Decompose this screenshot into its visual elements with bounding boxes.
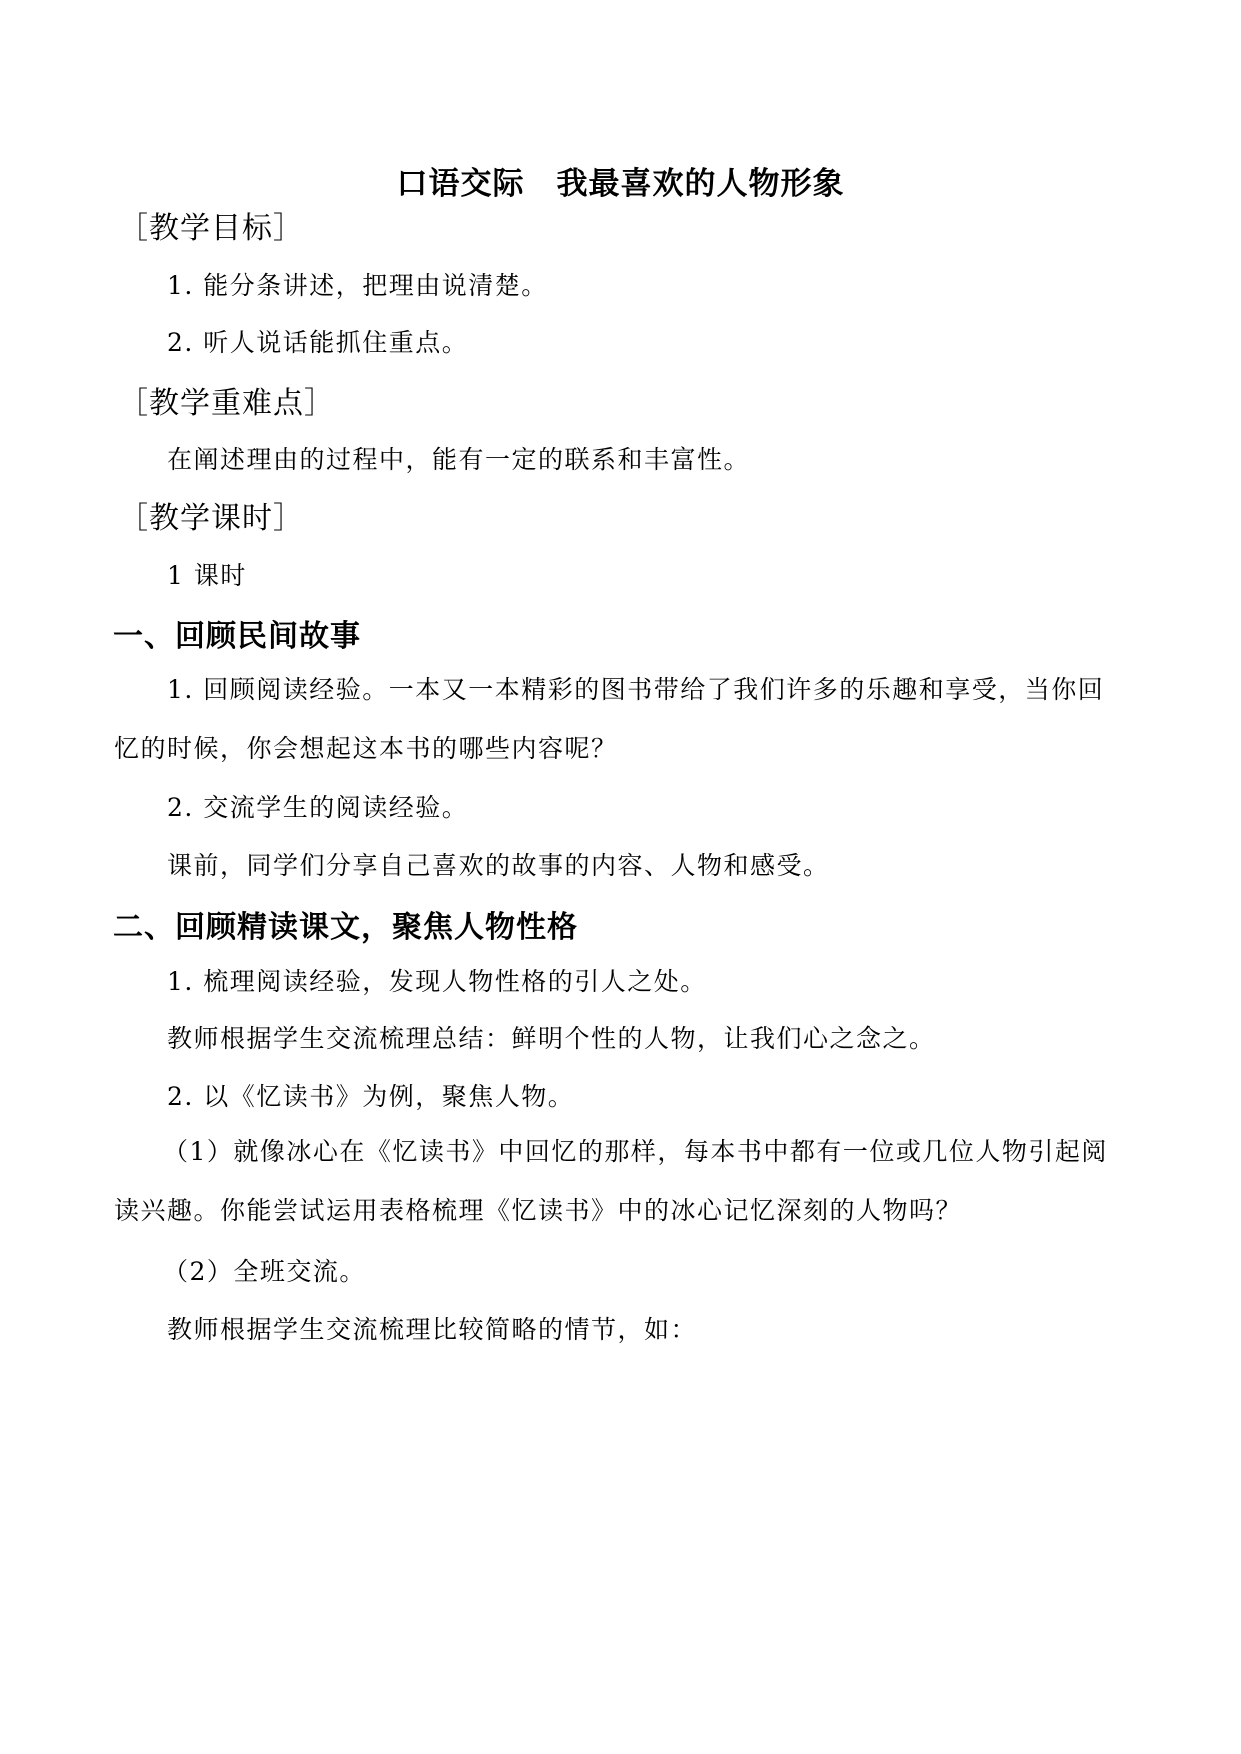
lesson-hours-heading: ［教学课时］ [118, 501, 304, 536]
section-1-paragraph-2: 2. 交流学生的阅读经验。 [167, 793, 469, 822]
objective-item-2: 2. 听人说话能抓住重点。 [167, 328, 469, 357]
lesson-hours-text: 1 课时 [167, 561, 247, 590]
section-2-paragraph-2: 教师根据学生交流梳理总结：鲜明个性的人物，让我们心之念之。 [167, 1024, 936, 1053]
section-1-paragraph-1: 1. 回顾阅读经验。一本又一本精彩的图书带给了我们许多的乐趣和享受，当你回忆的时候，你会想起这本书的哪些内容呢？ [114, 675, 1105, 763]
document-title: 口语交际 我最喜欢的人物形象 [396, 166, 845, 202]
section-2-paragraph-5: （2）全班交流。 [163, 1257, 366, 1286]
key-points-heading: ［教学重难点］ [118, 386, 335, 421]
section-2-heading: 二、回顾精读课文，聚焦人物性格 [113, 910, 578, 945]
section-1-paragraph-3: 课前，同学们分享自己喜欢的故事的内容、人物和感受。 [167, 851, 830, 880]
objective-item-1: 1. 能分条讲述，把理由说清楚。 [167, 271, 548, 300]
section-2-paragraph-4: （1）就像冰心在《忆读书》中回忆的那样，每本书中都有一位或几位人物引起阅读兴趣。你能尝试运用表格梳理《忆读书》中的冰心记忆深刻的人物吗？ [114, 1137, 1108, 1225]
section-1-heading: 一、回顾民间故事 [113, 619, 361, 654]
section-2-paragraph-3: 2. 以《忆读书》为例，聚焦人物。 [167, 1082, 575, 1111]
section-2-paragraph-1: 1. 梳理阅读经验，发现人物性格的引人之处。 [167, 967, 707, 996]
key-points-text: 在阐述理由的过程中，能有一定的联系和丰富性。 [167, 445, 751, 474]
objectives-heading: ［教学目标］ [118, 211, 304, 246]
section-2-paragraph-6: 教师根据学生交流梳理比较简略的情节，如： [167, 1315, 698, 1344]
